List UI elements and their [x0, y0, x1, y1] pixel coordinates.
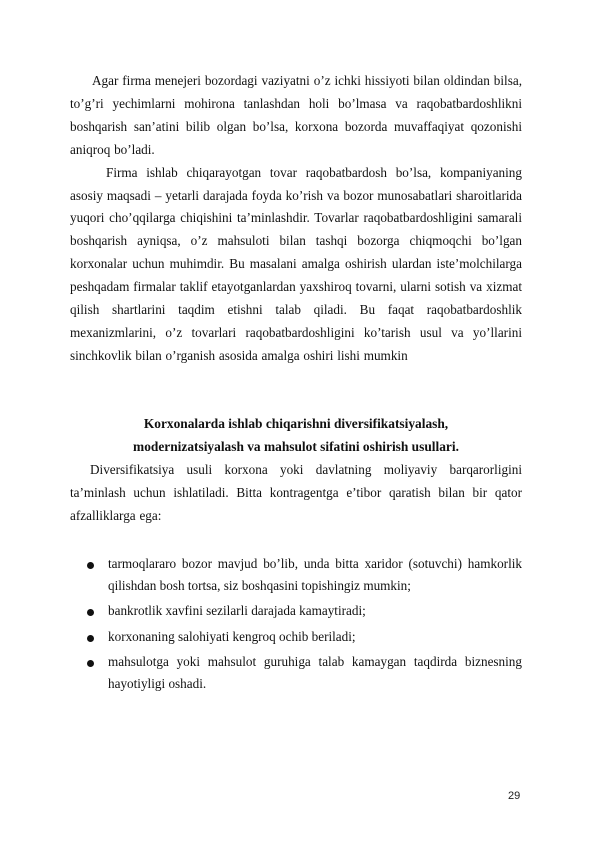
bullet-icon — [87, 609, 94, 616]
advantages-list — [70, 553, 522, 695]
list-item — [70, 600, 522, 622]
list-item-text: mahsulotga yoki mahsulot guruhiga talab kamaygan taqdirda biznesning hayotiyligi oshadi. — [108, 653, 522, 692]
list-item — [70, 626, 522, 648]
intro-section — [70, 70, 522, 368]
paragraph-3: Diversifikatsiya usuli korxona yoki davlatning moliyaviy barqarorligini ta’minlash uchun ishlatiladi. Bitta kontragentga e’tibor qaratish bilan bir qator afzalliklarga ega: — [70, 462, 522, 523]
paragraph-1: Agar firma menejeri bozordagi vaziyatni o’z ichki hissiyoti bilan oldindan bilsa, to’g’ri yechimlarni mohirona tanlashdan holi bo’lmasa va raqobatbardoshlikni boshqarish san’atini bilib olgan bo’lsa, korxona bozorda muvaffaqiyat qozonishi aniqroq bo’ladi. — [70, 73, 522, 157]
list-item-text: korxonaning salohiyati kengroq ochib beriladi; — [108, 628, 356, 644]
section-heading — [70, 412, 522, 458]
list-item-text: bankrotlik xavfini sezilarli darajada kamaytiradi; — [108, 603, 366, 619]
heading-line-1: Korxonalarda ishlab chiqarishni diversifikatsiyalash, — [143, 416, 449, 431]
diversification-section — [70, 459, 522, 528]
advantages-list-container — [70, 553, 522, 698]
bullet-icon — [87, 660, 94, 667]
list-item — [70, 553, 522, 597]
bullet-icon — [87, 635, 94, 642]
paragraph-2: Firma ishlab chiqarayotgan tovar raqobatbardosh bo’lsa, kompaniyaning asosiy maqsadi – yetarli darajada foyda ko’rish va bozor munosabatlari sharoitlarida yuqori cho’qqilarga chiqishini ta’minlashdir. Tovarlar raqobatbardoshligini samarali boshqarish ayniqsa, o’z mahsuloti bilan tashqi bozorga chiqmoqchi bo’lgan korxonalar uchun muhimdir. Bu masalani amalga oshirish ulardan iste’molchilarga peshqadam firmalar taklif etayotganlardan yaxshiroq tovarni, ularni sotish va xizmat qilish shartlarini taqdim etishni talab qiladi. Bu faqat raqobatbardoshlik mexanizmlarini, o’z tovarlari raqobatbardoshligini ko’tarish usul va yo’llarini sinchkovlik bilan o’rganish asosida amalga oshiri lishi mumkin — [70, 164, 522, 363]
list-item — [70, 651, 522, 695]
list-item-text: tarmoqlararo bozor mavjud bo’lib, unda bitta xaridor (sotuvchi) hamkorlik qilishdan bosh tortsa, siz boshqasini topishingiz mumkin; — [108, 556, 522, 594]
heading-line-2: modernizatsiyalash va mahsulot sifatini oshirish usullari. — [133, 439, 459, 454]
page-number: 29 — [508, 790, 521, 802]
bullet-icon — [87, 562, 94, 569]
